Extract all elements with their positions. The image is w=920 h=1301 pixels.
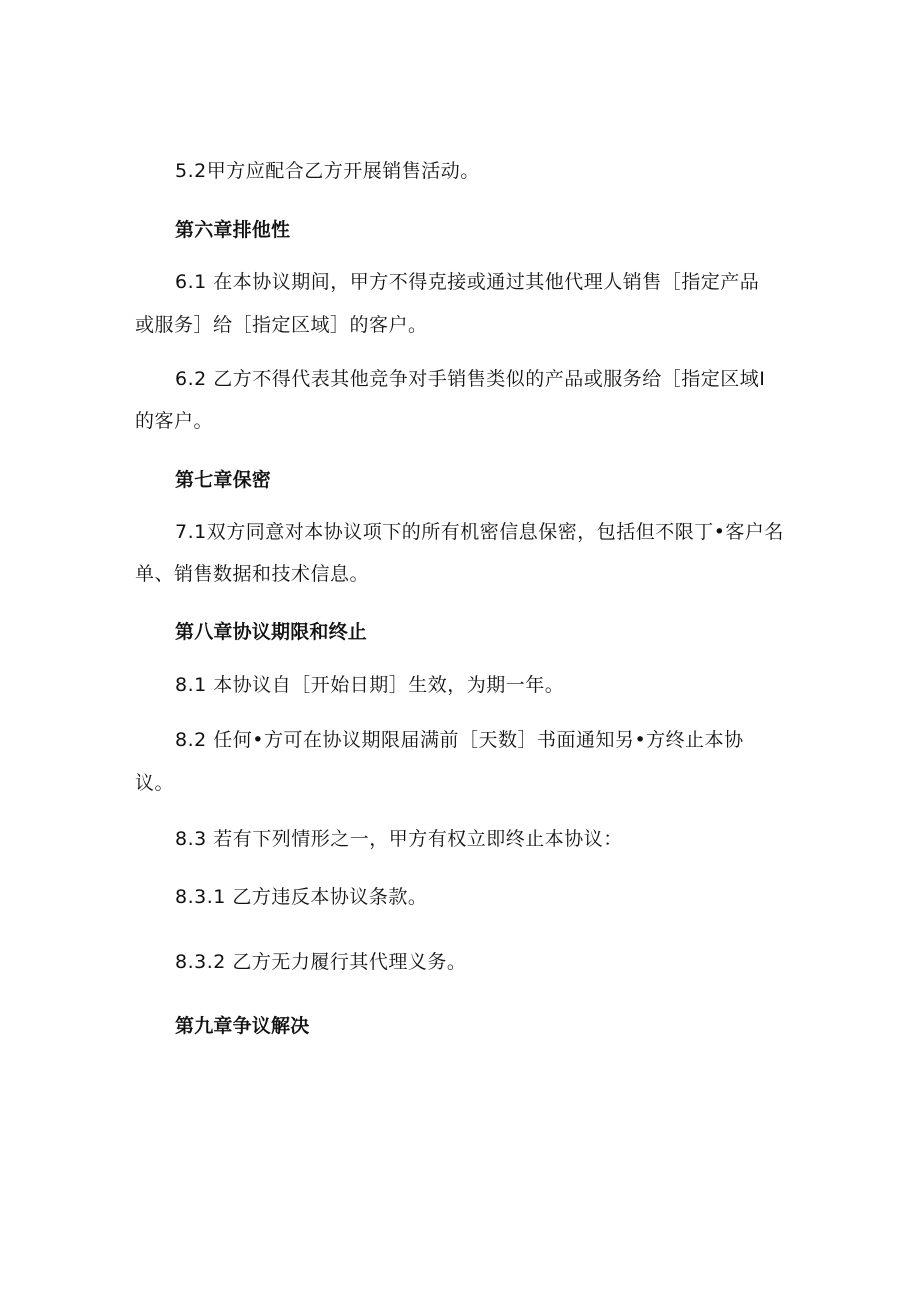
clause-8-3-2: 8.3.2 乙方无力履行其代理义务。 bbox=[175, 951, 467, 973]
clause-6-1-line-1: 6.1 在本协议期间，甲方不得克接或通过其他代理人销售［指定产品 bbox=[175, 271, 760, 293]
chapter-8-heading: 第八章协议期限和终止 bbox=[175, 621, 368, 643]
chapter-6-heading: 第六章排他性 bbox=[175, 219, 291, 241]
clause-8-2-line-1: 8.2 任何•方可在协议期限届满前［天数］书面通知另•方终止本协 bbox=[175, 729, 744, 751]
chapter-7-heading: 第七章保密 bbox=[175, 469, 272, 491]
clause-8-2-line-2: 议。 bbox=[135, 772, 175, 794]
clause-5-2: 5.2甲方应配合乙方开展销售活动。 bbox=[175, 160, 480, 182]
clause-6-2-line-1: 6.2 乙方不得代表其他竞争对手销售类似的产品或服务给［指定区域I bbox=[175, 368, 766, 390]
clause-8-3: 8.3 若有下列情形之一，甲方有权立即终止本协议： bbox=[175, 828, 623, 850]
clause-7-1-line-1: 7.1双方同意对本协议项下的所有机密信息保密，包括但不限丁•客户名 bbox=[175, 521, 784, 543]
chapter-9-heading: 第九章争议解决 bbox=[175, 1015, 310, 1037]
clause-7-1-line-2: 单、销售数据和技术信息。 bbox=[135, 563, 370, 585]
clause-6-2-line-2: 的客户。 bbox=[135, 410, 214, 432]
clause-8-1: 8.1 本协议自［开始日期］生效，为期一年。 bbox=[175, 674, 565, 696]
clause-6-1-line-2: 或服务］给［指定区域］的客户。 bbox=[135, 314, 428, 336]
clause-8-3-1: 8.3.1 乙方违反本协议条款。 bbox=[175, 886, 428, 908]
